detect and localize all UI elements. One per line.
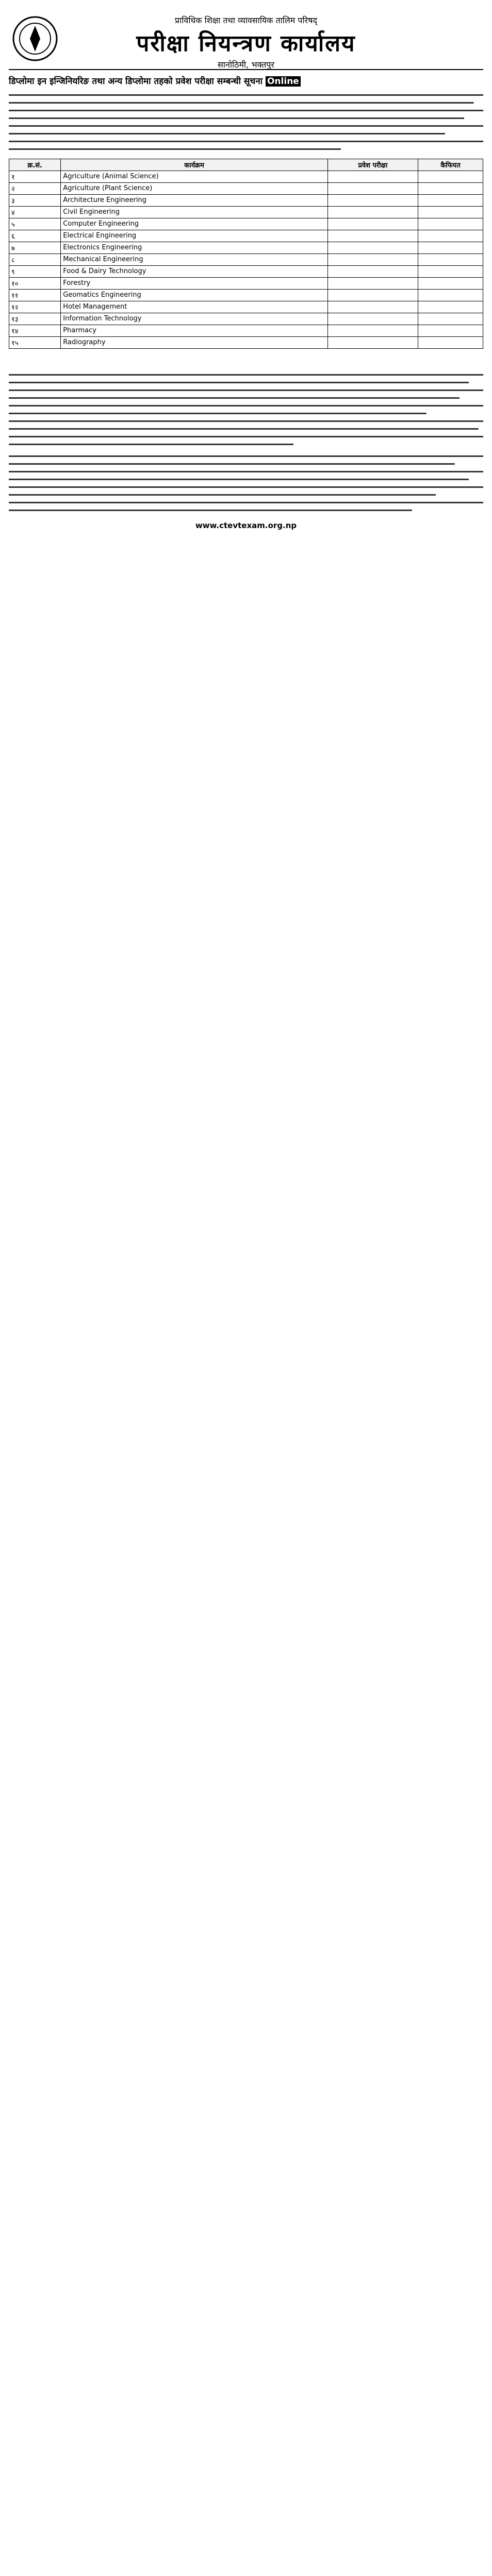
table-row: [9, 218, 483, 230]
table-cell: [327, 182, 418, 194]
table-row: [9, 182, 483, 194]
table-row: [9, 265, 483, 277]
table-cell: Agriculture (Animal Science): [61, 171, 328, 182]
table-cell: Computer Engineering: [61, 218, 328, 230]
table-cell: [418, 289, 483, 301]
table-cell: [418, 253, 483, 265]
table-cell: Geomatics Engineering: [61, 289, 328, 301]
table-row: [9, 171, 483, 182]
footer-website[interactable]: www.ctevtexam.org.np: [195, 520, 297, 530]
table-cell: Food & Dairy Technology: [61, 265, 328, 277]
table-cell: [327, 265, 418, 277]
instructions-text-block: [9, 454, 483, 513]
table-row: [9, 194, 483, 206]
table-cell: [418, 230, 483, 242]
table-cell: ५: [9, 218, 61, 230]
col-program: कार्यक्रम: [61, 159, 328, 171]
table-row: [9, 242, 483, 253]
table-cell: Electronics Engineering: [61, 242, 328, 253]
table-cell: [327, 301, 418, 313]
col-exam: प्रवेश परीक्षा: [327, 159, 418, 171]
table-cell: [418, 182, 483, 194]
intro-text-block: [9, 93, 483, 151]
col-serial: क्र.सं.: [9, 159, 61, 171]
rules-text-block: [9, 372, 483, 447]
table-cell: ८: [9, 253, 61, 265]
table-cell: [418, 206, 483, 218]
table-cell: [327, 325, 418, 336]
table-cell: ७: [9, 242, 61, 253]
table-cell: Electrical Engineering: [61, 230, 328, 242]
table-cell: Agriculture (Plant Science): [61, 182, 328, 194]
table-cell: [327, 171, 418, 182]
table-cell: Pharmacy: [61, 325, 328, 336]
table-cell: [327, 206, 418, 218]
online-highlight: Online: [266, 76, 301, 87]
table-cell: ९: [9, 265, 61, 277]
table-cell: [418, 336, 483, 348]
table-row: [9, 289, 483, 301]
office-title: परीक्षा नियन्त्रण कार्यालय: [136, 30, 356, 57]
table-cell: [327, 277, 418, 289]
table-row: [9, 336, 483, 348]
table-cell: [418, 325, 483, 336]
table-row: [9, 301, 483, 313]
table-cell: २: [9, 182, 61, 194]
org-name: प्राविधिक शिक्षा तथा व्यावसायिक तालिम परिषद्: [175, 15, 317, 25]
table-cell: [418, 265, 483, 277]
notice-page: [9, 0, 483, 530]
table-cell: ६: [9, 230, 61, 242]
table-cell: Information Technology: [61, 313, 328, 325]
table-row: [9, 325, 483, 336]
table-row: [9, 313, 483, 325]
table-cell: १: [9, 171, 61, 182]
col-remarks: कैफियत: [418, 159, 483, 171]
table-cell: [327, 230, 418, 242]
office-address: सानोठिमी, भक्तपुर: [218, 60, 274, 70]
table-cell: [327, 253, 418, 265]
table-cell: ४: [9, 206, 61, 218]
table-cell: [418, 242, 483, 253]
table-cell: Architecture Engineering: [61, 194, 328, 206]
table-cell: [327, 242, 418, 253]
emblem-icon: [12, 15, 58, 62]
notice-headline: [9, 75, 483, 89]
table-cell: [327, 336, 418, 348]
table-cell: [327, 194, 418, 206]
table-cell: [418, 194, 483, 206]
table-cell: १४: [9, 325, 61, 336]
table-cell: ११: [9, 289, 61, 301]
table-cell: Forestry: [61, 277, 328, 289]
table-cell: Radiography: [61, 336, 328, 348]
notice-header: [9, 12, 483, 70]
program-table: [9, 159, 483, 349]
table-cell: Mechanical Engineering: [61, 253, 328, 265]
table-cell: [327, 289, 418, 301]
table-row: [9, 230, 483, 242]
table-cell: [418, 277, 483, 289]
table-cell: [418, 313, 483, 325]
table-cell: [327, 218, 418, 230]
table-cell: १३: [9, 313, 61, 325]
table-cell: Hotel Management: [61, 301, 328, 313]
table-cell: Civil Engineering: [61, 206, 328, 218]
table-cell: [418, 218, 483, 230]
table-cell: [418, 301, 483, 313]
table-cell: १०: [9, 277, 61, 289]
table-cell: १२: [9, 301, 61, 313]
table-row: [9, 277, 483, 289]
table-row: [9, 206, 483, 218]
table-cell: १५: [9, 336, 61, 348]
headline-text: डिप्लोमा इन इन्जिनियरिङ तथा अन्य डिप्लोमा तहको प्रवेश परीक्षा सम्बन्धी सूचना: [9, 76, 263, 87]
table-cell: ३: [9, 194, 61, 206]
table-row: [9, 253, 483, 265]
table-cell: [327, 313, 418, 325]
table-cell: [418, 171, 483, 182]
